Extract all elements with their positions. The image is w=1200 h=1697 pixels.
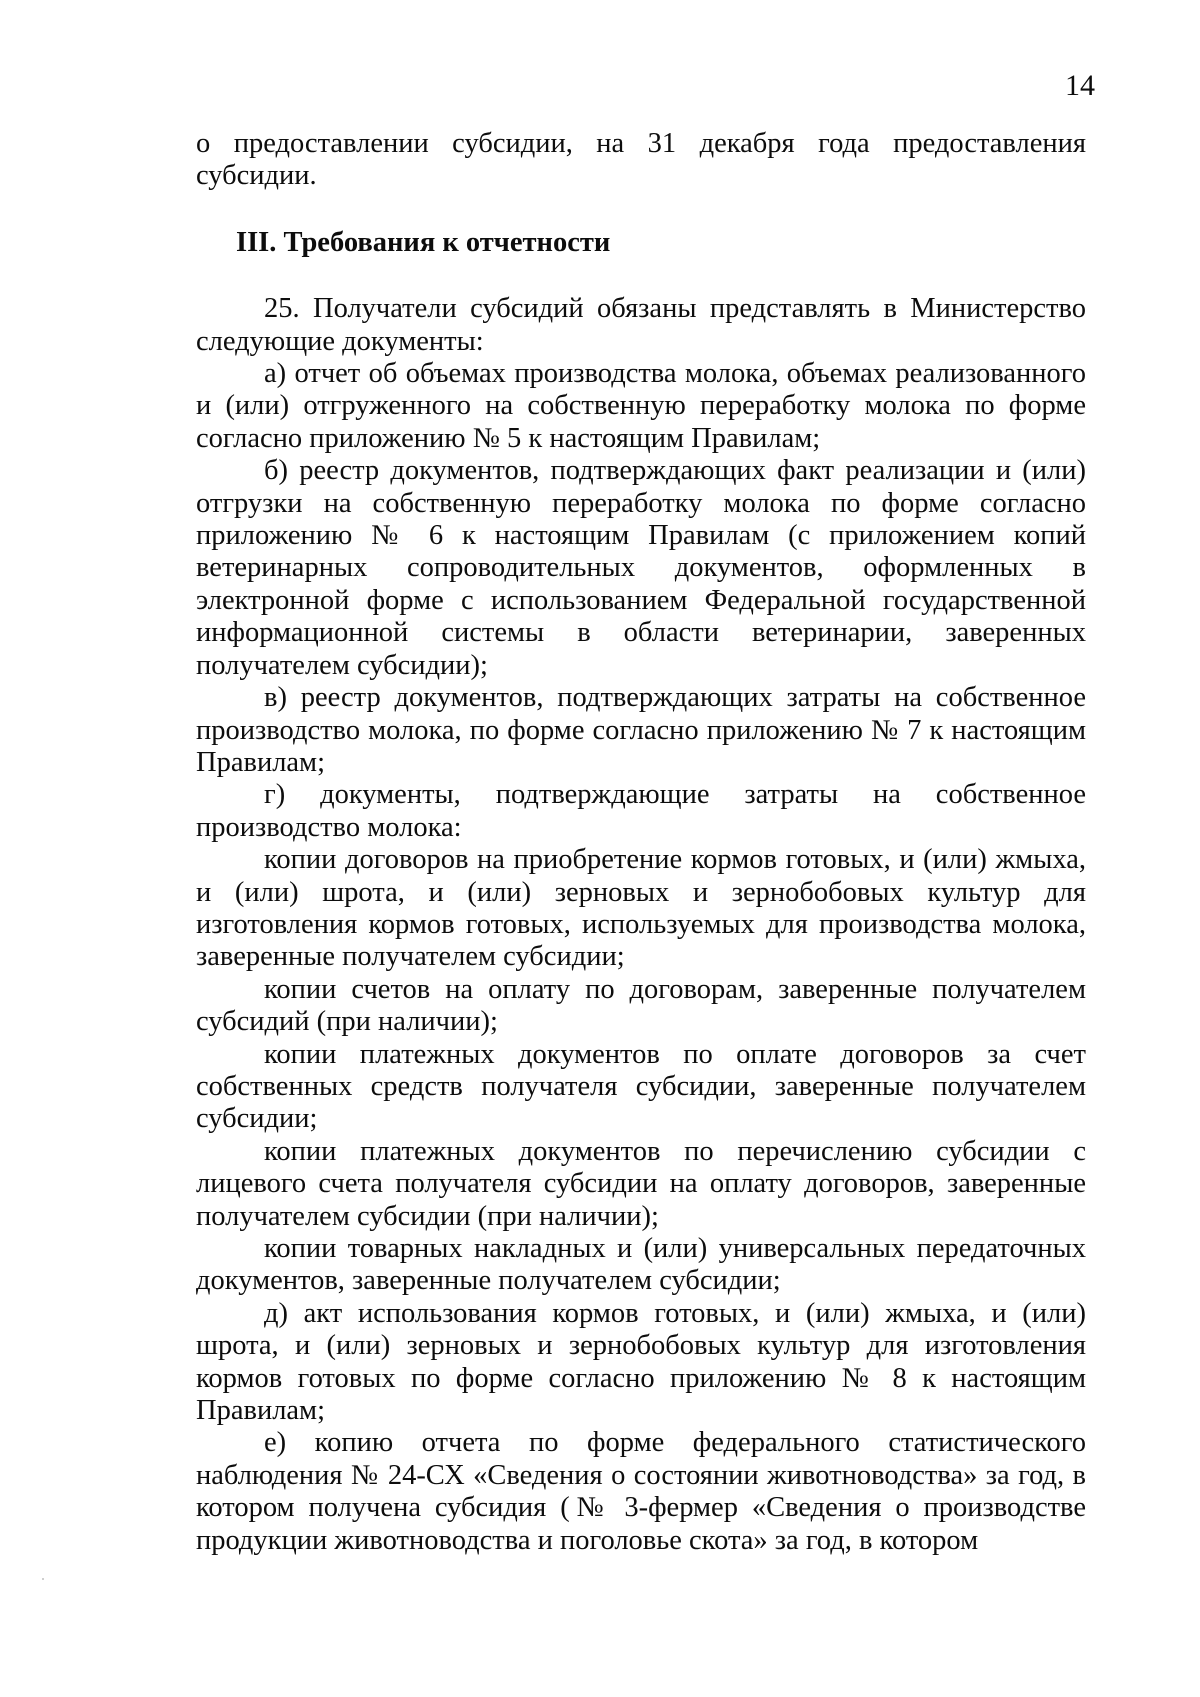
paragraph-item-b: б) реестр документов, подтверждающих факт реализации и (или) отгрузки на собственную переработку молока по форме согласно приложению № 6 к настоящим Правилам (с приложением копий ветеринарных сопроводительных документов, оформленных в электронной форме с использованием Федеральной государственной информационной системы в области ветеринарии, заверенных получателем субсидии); [196, 455, 1086, 681]
paragraph-item-g: г) документы, подтверждающие затраты на собственное производство молока: [196, 779, 1086, 843]
paragraph-transfer-docs-copies: копии платежных документов по перечислению субсидии с лицевого счета получателя субсидии на оплату договоров, заверенные получателем субсидии (при наличии); [196, 1135, 1086, 1232]
paragraph-contracts-copies: копии договоров на приобретение кормов готовых, и (или) жмыха, и (или) шрота, и (или) зерновых и зернобобовых культур для изготовления кормов готовых, используемых для производства молока, заверенные получателем субсидии; [196, 844, 1086, 973]
paragraph-25: 25. Получатели субсидий обязаны представлять в Министерство следующие документы: [196, 293, 1086, 357]
document-body [196, 128, 1086, 1557]
page-number: 14 [1065, 69, 1095, 102]
paragraph-item-v: в) реестр документов, подтверждающих затраты на собственное производство молока, по форме согласно приложению № 7 к настоящим Правилам; [196, 682, 1086, 778]
paragraph-payment-docs-copies: копии платежных документов по оплате договоров за счет собственных средств получателя субсидии, заверенные получателем субсидии; [196, 1038, 1086, 1135]
paragraph-item-d: д) акт использования кормов готовых, и (или) жмыха, и (или) шрота, и (или) зерновых и зернобобовых культур для изготовления кормов готовых по форме согласно приложению № 8 к настоящим Правилам; [196, 1297, 1086, 1427]
paragraph-item-a: а) отчет об объемах производства молока, объемах реализованного и (или) отгруженного на собственную переработку молока по форме согласно приложению № 5 к настоящим Правилам; [196, 358, 1086, 454]
scan-artifact-dot [42, 1578, 44, 1580]
intro-paragraph: о предоставлении субсидии, на 31 декабря года предоставления субсидии. [196, 128, 1086, 192]
paragraph-waybills-copies: копии товарных накладных и (или) универсальных передаточных документов, заверенные получателем субсидии; [196, 1233, 1086, 1297]
section-heading: III. Требования к отчетности [236, 226, 611, 258]
paragraph-item-e: е) копию отчета по форме федерального статистического наблюдения № 24-СХ «Сведения о состоянии животноводства» за год, в котором получена субсидия (№ 3-фермер «Сведения о производстве продукции животноводства и поголовье скота» за год, в котором [196, 1427, 1086, 1556]
paragraph-invoices-copies: копии счетов на оплату по договорам, заверенные получателем субсидий (при наличии); [196, 973, 1086, 1038]
